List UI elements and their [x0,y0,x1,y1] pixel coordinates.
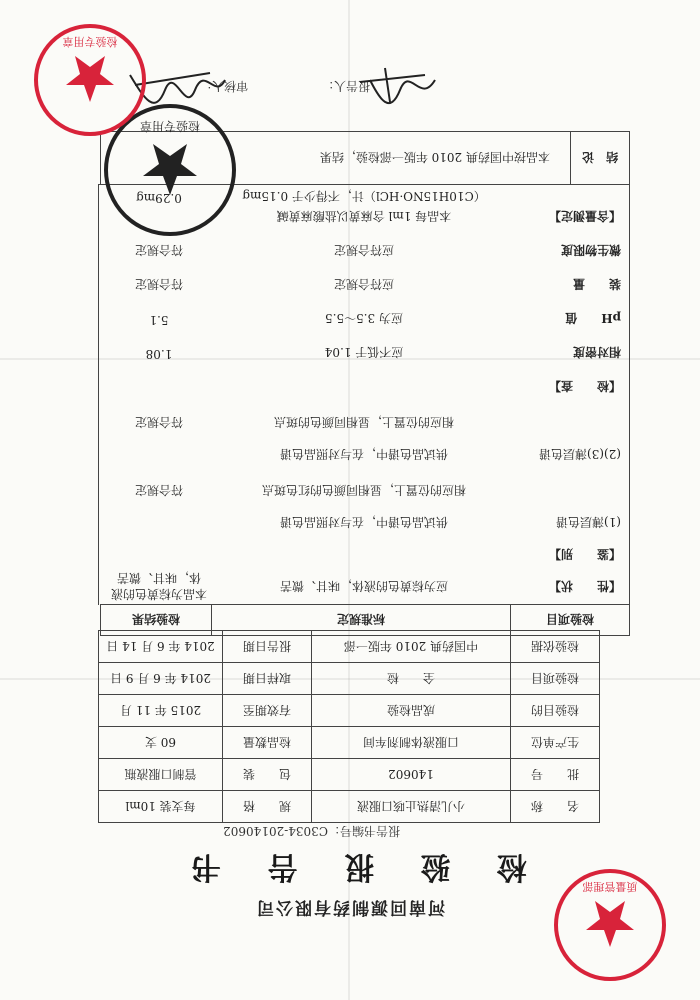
conclusion-text: 本品按中国药典 2010 年版一部检验，结果 [101,132,571,185]
unit-label: 生产单位 [511,727,600,759]
pack-value: 管制口服液瓶 [99,759,223,791]
info-table [98,630,600,823]
micro-result: 符合规定 [135,243,184,257]
tlc1-standard-1: 供试品色谱中，在与对照品色谱 [280,515,449,529]
check-label: 【检 查】 [548,379,621,393]
ph-result: 5.1 [149,313,169,327]
company-name: 河南回源制药有限公司 [255,897,445,917]
assay-result: 0.29mg [136,191,182,205]
report-number-value: C3034-20140602 [223,824,328,838]
signature-reporter [350,60,440,110]
batch-value: 140602 [312,759,511,791]
qc-seal [550,865,670,985]
valid-label: 有效期至 [223,695,312,727]
table-row [99,759,600,791]
svg-text:质量管理部: 质量管理部 [582,880,638,893]
traits-label: 【性 状】 [548,579,621,593]
purpose-value: 成品检验 [312,695,511,727]
spec-label: 规 格 [223,791,312,823]
assay-standard-2: （C10H15NO·HCl）计，不得少于 0.15mg [242,189,486,203]
col-standard: 标准规定 [212,605,511,636]
tlc1-result: 符合规定 [135,483,184,497]
pack-label: 包 装 [223,759,312,791]
svg-text:检验专用章: 检验专用章 [62,35,118,48]
spec-value: 每支装 10ml [99,791,223,823]
svg-text:检验专用章: 检验专用章 [139,119,201,133]
purpose-label: 检验目的 [511,695,600,727]
density-label: 相对密度 [572,345,621,359]
table-row [99,791,600,823]
results-header [100,604,630,636]
name-value: 小儿清热止咳口服液 [312,791,511,823]
batch-label: 批 号 [511,759,600,791]
micro-label: 微生物限度 [560,243,621,257]
table-row [101,605,630,636]
report-number [223,823,400,840]
ident-label: 【鉴 别】 [548,547,621,561]
micro-standard: 应符合规定 [334,243,395,257]
volume-standard: 应符合规定 [334,277,395,291]
traits-standard: 应为棕黄色的液体，味甘、微苦 [280,579,449,593]
traits-result-2: 体，味甘、微苦 [117,571,202,585]
traits-result-1: 本品为棕黄色的液 [111,587,208,601]
report-number-label: 报告书编号： [327,824,400,838]
table-row [99,663,600,695]
unit-value: 口服液体制剂车间 [312,727,511,759]
items-value: 全 检 [312,663,511,695]
ph-standard: 应为 3.5～5.5 [325,311,403,325]
table-row [99,695,600,727]
sample-date-value: 2014 年 6 月 9 日 [99,663,223,695]
results-body [98,184,630,605]
sample-date-label: 取样日期 [223,663,312,695]
reviewer-label: 审核人： [200,79,249,93]
tlc2-standard-2: 相应的位置上，显相同颜色的斑点 [274,415,455,429]
col-result: 检验结果 [101,605,212,636]
qty-label: 检品数量 [223,727,312,759]
density-standard: 应不低于 1.04 [324,345,404,359]
col-item: 检验项目 [511,605,630,636]
tlc1-standard-2: 相应的位置上，显相同颜色的红色斑点 [262,483,467,497]
volume-label: 装 量 [572,277,621,291]
table-row [99,727,600,759]
assay-label: 【含量测定】 [548,209,621,223]
qty-value: 60 支 [99,727,223,759]
items-label: 检验项目 [511,663,600,695]
report-date-value: 2014 年 6 月 14 日 [99,631,223,663]
report-title: 检 验 报 告 书 [173,849,527,884]
tlc2-label: (2)(3)薄层色谱 [539,447,621,461]
reporter-label: 报告人： [321,79,370,93]
conclusion-label: 结 论 [571,132,630,185]
basis-label: 检验依据 [511,631,600,663]
density-result: 1.08 [145,347,173,361]
basis-value: 中国药典 2010 年版一部 [312,631,511,663]
volume-result: 符合规定 [135,277,184,291]
qa-seal [30,20,150,140]
tlc2-result: 符合规定 [135,415,184,429]
tlc2-standard-1: 供试品色谱中，在与对照品色谱 [280,447,449,461]
ph-label: pH 值 [565,311,621,325]
valid-value: 2015 年 11 月 [99,695,223,727]
name-label: 名 称 [511,791,600,823]
report-date-label: 报告日期 [223,631,312,663]
assay-standard-1: 本品每 1ml 含麻黄以盐酸麻黄碱 [276,209,452,223]
tlc1-label: (1)薄层色谱 [556,515,621,529]
